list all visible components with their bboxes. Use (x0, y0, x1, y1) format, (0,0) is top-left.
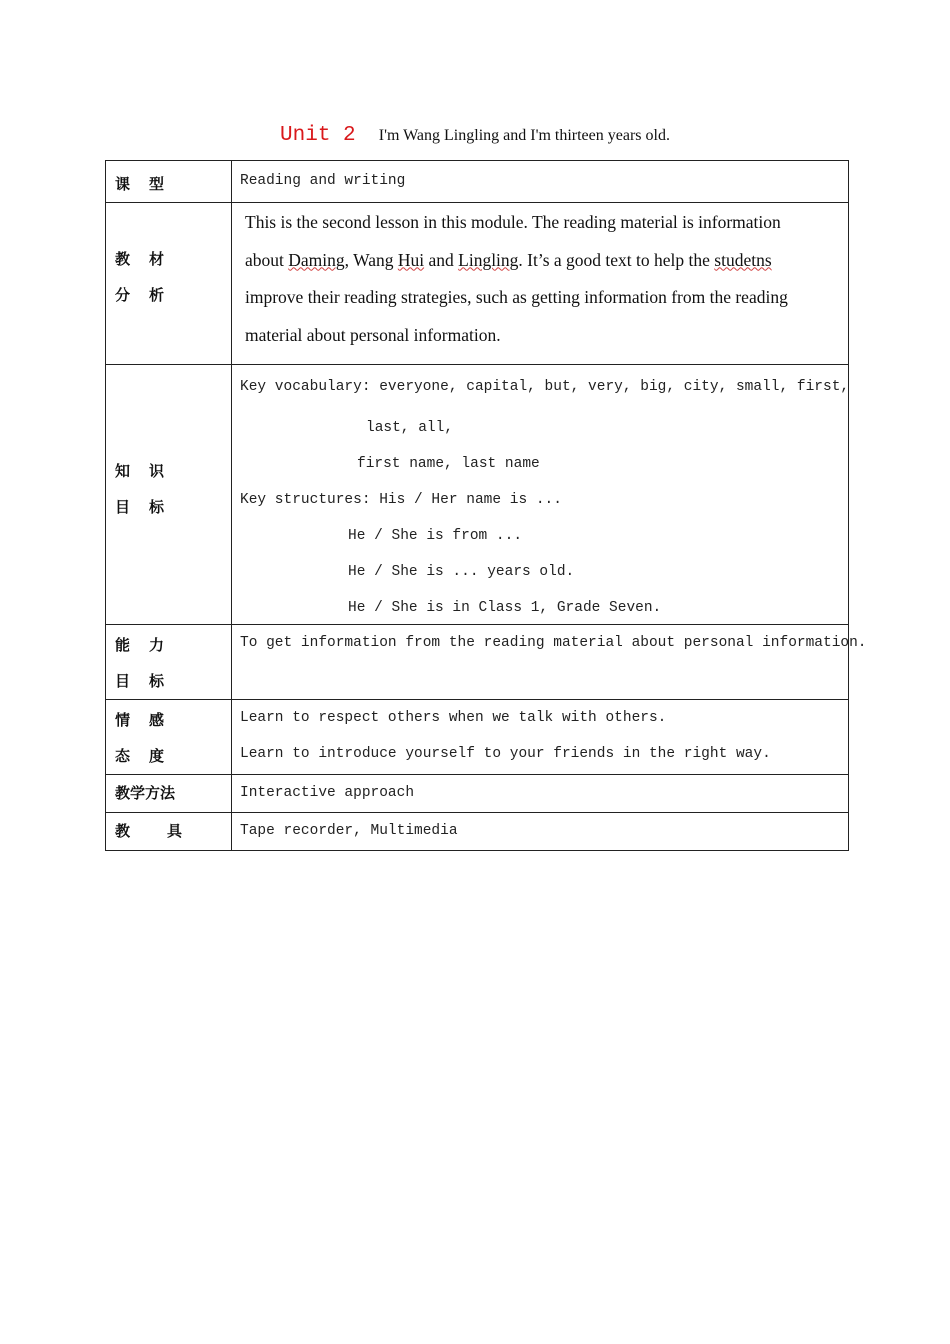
teaching-method-cell: Interactive approach (232, 775, 849, 813)
ability-goals-cell: To get information from the reading material about personal information. (232, 625, 849, 700)
lesson-title: I'm Wang Lingling and I'm thirteen years old. (378, 127, 670, 144)
row-label: 教学方法 (106, 775, 232, 813)
teaching-aids-cell: Tape recorder, Multimedia (232, 813, 849, 851)
table-row-teaching-method (106, 775, 849, 813)
row-label: 能 力 目 标 (106, 625, 232, 700)
material-analysis-image-text: This is the second lesson in this module. The reading material is information about Daming, Wang Hui and Lingling. It’s a good text to help the studetns improve their reading strategies, such as getting information from the reading material about personal information. (232, 203, 849, 365)
table-row-teaching-aids (106, 813, 849, 851)
knowledge-goals-cell: Key vocabulary: everyone, capital, but, very, big, city, small, first, last, all, first name, last name Key structures: His / Her name is ... He / She is from ... He / She is ... years old. He / She is in Class 1, Grade Seven. (232, 365, 849, 625)
table-row-ability-goals (106, 625, 849, 700)
table-row-attitude (106, 700, 849, 775)
table-row-lesson-type (106, 161, 849, 203)
lesson-plan-table (105, 160, 867, 851)
unit-label: Unit 2 (280, 124, 356, 147)
row-label: 知 识 目 标 (106, 365, 232, 625)
row-label: 教 材 分 析 (106, 203, 232, 365)
attitude-cell: Learn to respect others when we talk with others. Learn to introduce yourself to your friends in the right way. (232, 700, 849, 775)
table-row-knowledge-goals (106, 365, 849, 625)
row-label: 情 感 态 度 (106, 700, 232, 775)
document-title (0, 124, 950, 147)
row-label: 教 具 (106, 813, 232, 851)
table-row-material-analysis (106, 203, 849, 365)
row-label: 课 型 (106, 161, 232, 203)
lesson-type-cell: Reading and writing (232, 161, 849, 203)
